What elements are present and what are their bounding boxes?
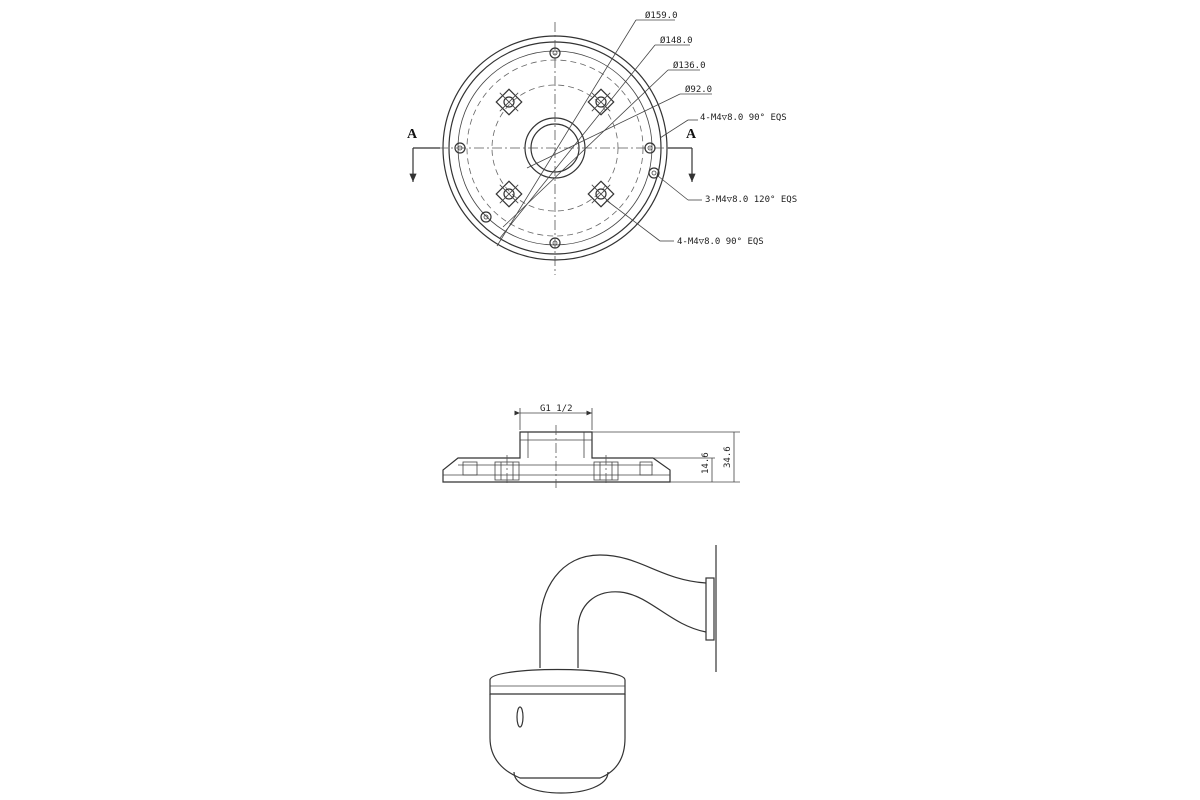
side-view: [443, 404, 740, 488]
camera-dome: [514, 772, 608, 793]
dim-thread: G1 1/2: [540, 404, 573, 414]
note-holes-3x120: 3-M4▽8.0 120° EQS: [705, 195, 798, 205]
note-holes-4x90-upper: 4-M4▽8.0 90° EQS: [700, 113, 787, 123]
dim-d136: Ø136.0: [673, 61, 706, 71]
wall-plate: [706, 578, 714, 640]
dim-h34-6: 34.6: [723, 446, 733, 468]
section-label-left: A: [407, 127, 418, 142]
section-label-right: A: [686, 127, 697, 142]
assembly-view: [490, 545, 716, 793]
bracket-arm: [540, 555, 706, 668]
dim-d159: Ø159.0: [645, 11, 678, 21]
top-view: [407, 10, 797, 275]
camera-cap: [490, 670, 625, 695]
dim-h14-6: 14.6: [701, 452, 711, 474]
camera-indicator: [517, 707, 523, 727]
dim-d92: Ø92.0: [685, 85, 713, 95]
dim-d148: Ø148.0: [660, 36, 693, 46]
note-holes-4x90-lower: 4-M4▽8.0 90° EQS: [677, 237, 764, 247]
camera-body: [490, 694, 625, 778]
